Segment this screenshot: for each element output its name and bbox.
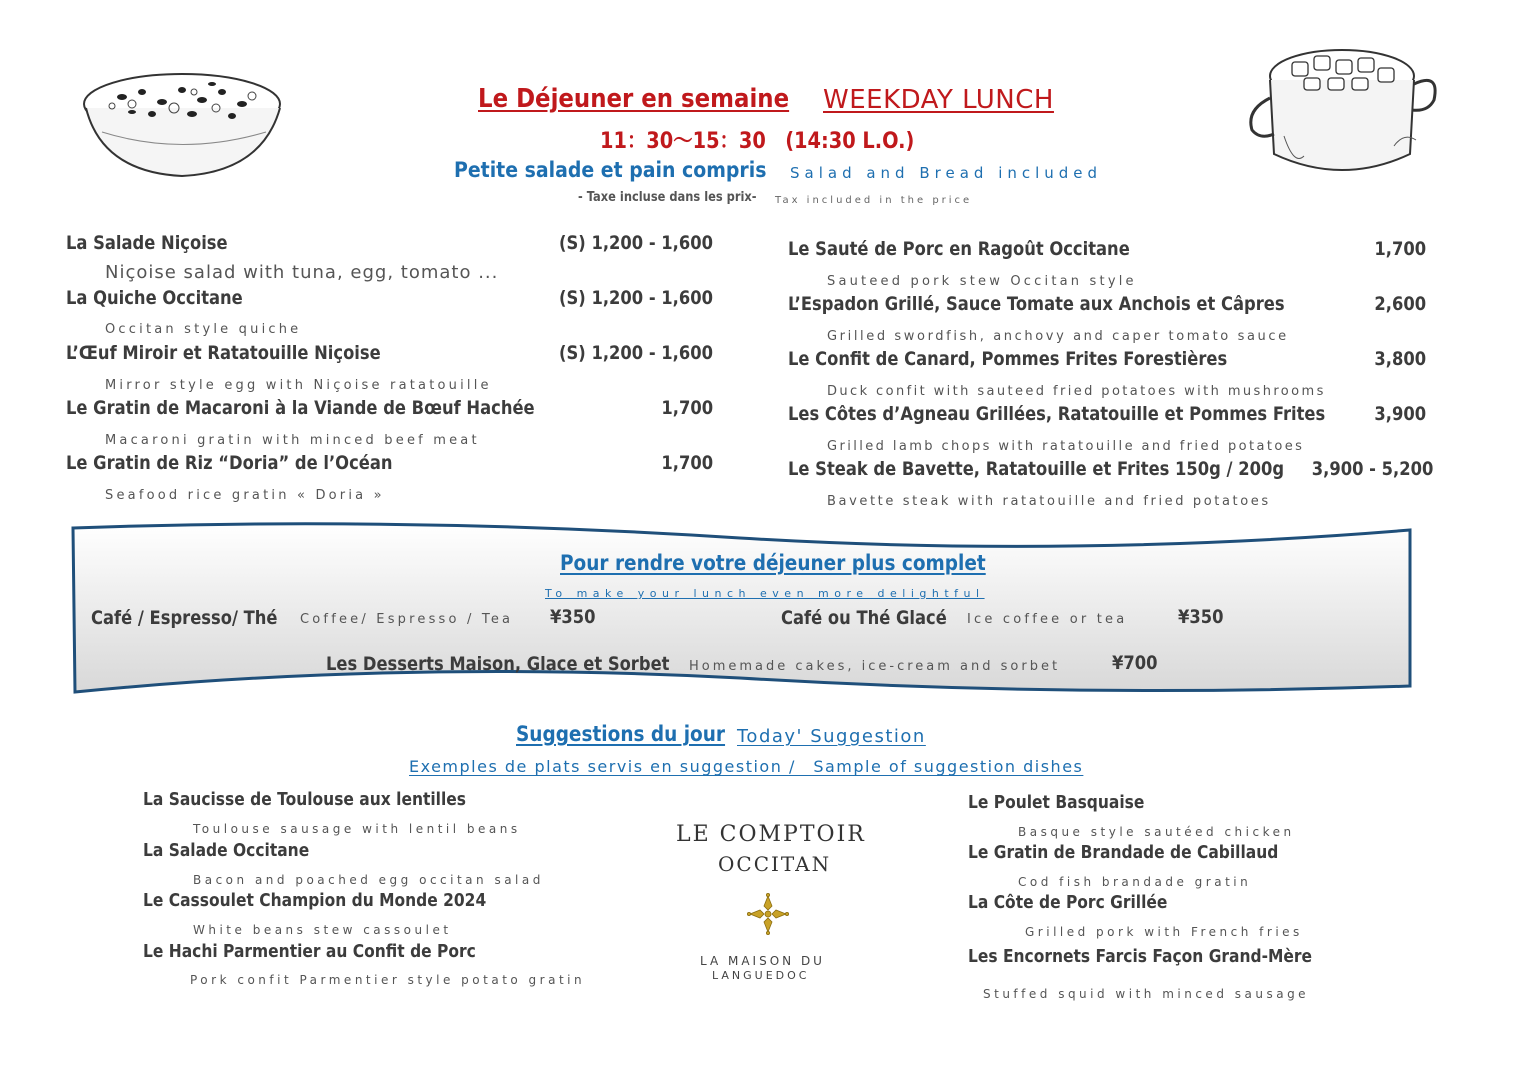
suggestion-desc: White beans stew cassoulet (193, 923, 452, 937)
extras-subtitle: To make your lunch even more delightful (545, 587, 985, 600)
menu-title-en: WEEKDAY LUNCH (823, 85, 1054, 115)
suggestion-desc: Grilled pork with French fries (1025, 925, 1303, 939)
suggestion-desc: Stuffed squid with minced sausage (983, 987, 1310, 1001)
menu-title-fr: Le Déjeuner en semaine (478, 84, 790, 114)
menu-item-desc: Niçoise salad with tuna, egg, tomato ... (105, 262, 499, 283)
occitan-cross-icon (746, 892, 790, 936)
menu-item-name: La Quiche Occitane (66, 287, 243, 309)
suggestion-name: Le Poulet Basquaise (968, 792, 1145, 813)
menu-item-name: Les Côtes d’Agneau Grillées, Ratatouille et Pommes Frites (788, 403, 1326, 425)
menu-item-price: (S) 1,200 - 1,600 (559, 287, 713, 309)
logo-line-1: LE COMPTOIR (676, 822, 866, 847)
logo-line-4: LANGUEDOC (712, 969, 810, 982)
menu-item-desc: Bavette steak with ratatouille and fried potatoes (827, 494, 1271, 509)
suggestion-name: La Saucisse de Toulouse aux lentilles (143, 789, 467, 810)
menu-item-price: 3,800 (1374, 348, 1426, 370)
suggestion-name: Le Cassoulet Champion du Monde 2024 (143, 890, 487, 911)
menu-item-name: L’Espadon Grillé, Sauce Tomate aux Anchois et Câpres (788, 293, 1285, 315)
suggestion-desc: Cod fish brandade gratin (1018, 875, 1252, 889)
menu-item-price: 3,900 - 5,200 (1311, 458, 1433, 480)
included-fr: Petite salade et pain compris (454, 158, 767, 182)
suggestion-name: Les Encornets Farcis Façon Grand-Mère (968, 946, 1313, 967)
extra-dessert-name: Les Desserts Maison, Glace et Sorbet (326, 653, 670, 675)
suggestions-title-en: Today' Suggestion (737, 726, 926, 747)
menu-item-desc: Macaroni gratin with minced beef meat (105, 433, 480, 448)
suggestions-title-fr: Suggestions du jour (516, 722, 726, 746)
extra-iced-desc: Ice coffee or tea (967, 612, 1128, 627)
extra-iced-price: ¥350 (1178, 606, 1224, 628)
extra-coffee-price: ¥350 (550, 606, 596, 628)
menu-item-name: La Salade Niçoise (66, 232, 228, 254)
menu-item-desc: Seafood rice gratin « Doria » (105, 488, 385, 503)
extra-coffee-name: Café / Espresso/ Thé (91, 607, 278, 629)
suggestion-name: Le Hachi Parmentier au Confit de Porc (143, 941, 476, 962)
menu-item-name: Le Sauté de Porc en Ragoût Occitane (788, 238, 1130, 260)
menu-item-price: (S) 1,200 - 1,600 (559, 342, 713, 364)
suggestion-desc: Pork confit Parmentier style potato gratin (190, 973, 586, 987)
included-en: Salad and Bread included (790, 164, 1103, 182)
menu-item-name: L’Œuf Miroir et Ratatouille Niçoise (66, 342, 381, 364)
menu-item-name: Le Confit de Canard, Pommes Frites Forestières (788, 348, 1228, 370)
suggestion-desc: Basque style sautéed chicken (1018, 825, 1295, 839)
extras-title: Pour rendre votre déjeuner plus complet (560, 551, 986, 575)
extra-coffee-desc: Coffee/ Espresso / Tea (300, 612, 514, 627)
opening-hours: 11：30～15：30 (14:30 L.O.) (600, 129, 915, 154)
suggestion-desc: Bacon and poached egg occitan salad (193, 873, 544, 887)
tax-note-fr: - Taxe incluse dans les prix- (578, 190, 757, 205)
tax-note-en: Tax included in the price (775, 195, 973, 206)
suggestion-name: La Côte de Porc Grillée (968, 892, 1168, 913)
menu-item-price: 3,900 (1374, 403, 1426, 425)
menu-item-desc: Grilled lamb chops with ratatouille and fried potatoes (827, 439, 1305, 454)
menu-item-name: Le Steak de Bavette, Ratatouille et Frites 150g / 200g (788, 458, 1285, 480)
menu-item-desc: Grilled swordfish, anchovy and caper tomato sauce (827, 329, 1289, 344)
menu-item-desc: Sauteed pork stew Occitan style (827, 274, 1137, 289)
menu-item-desc: Duck confit with sauteed fried potatoes with mushrooms (827, 384, 1326, 399)
logo-line-3: LA MAISON DU (700, 954, 825, 968)
extra-dessert-price: ¥700 (1112, 652, 1158, 674)
menu-item-name: Le Gratin de Riz “Doria” de l’Océan (66, 452, 393, 474)
menu-item-price: 1,700 (661, 397, 713, 419)
suggestion-name: La Salade Occitane (143, 840, 310, 861)
suggestion-name: Le Gratin de Brandade de Cabillaud (968, 842, 1279, 863)
menu-item-price: 1,700 (661, 452, 713, 474)
menu-item-desc: Mirror style egg with Niçoise ratatouille (105, 378, 492, 393)
menu-item-price: (S) 1,200 - 1,600 (559, 232, 713, 254)
suggestions-subtitle: Exemples de plats servis en suggestion / Sample of suggestion dishes (409, 757, 1084, 776)
stew-pot-illustration (1244, 36, 1444, 192)
menu-item-price: 2,600 (1374, 293, 1426, 315)
suggestion-desc: Toulouse sausage with lentil beans (193, 822, 521, 836)
extra-dessert-desc: Homemade cakes, ice-cream and sorbet (689, 659, 1061, 674)
menu-item-desc: Occitan style quiche (105, 322, 302, 337)
salad-bowl-illustration (82, 62, 286, 182)
logo-line-2: OCCITAN (718, 852, 832, 876)
menu-item-name: Le Gratin de Macaroni à la Viande de Bœuf Hachée (66, 397, 535, 419)
extra-iced-name: Café ou Thé Glacé (781, 607, 947, 629)
menu-item-price: 1,700 (1374, 238, 1426, 260)
